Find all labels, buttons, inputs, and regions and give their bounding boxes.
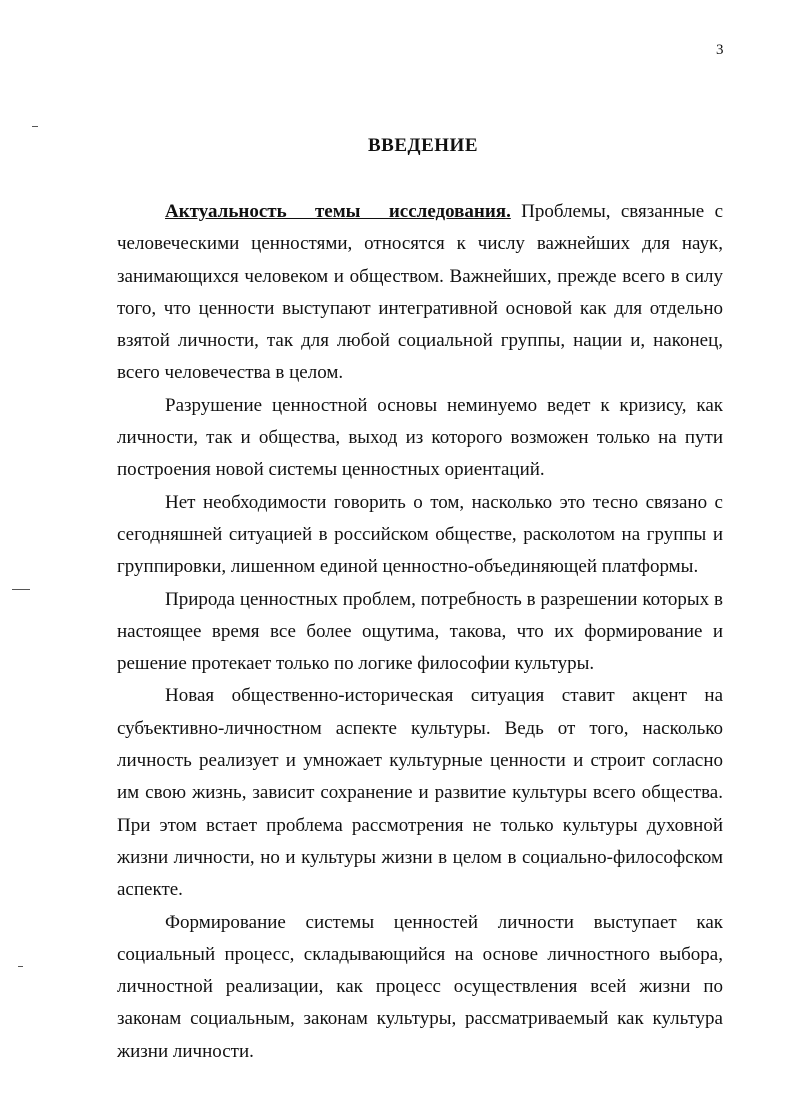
page-title: ВВЕДЕНИЕ — [368, 135, 478, 156]
paragraph: Формирование системы ценностей личности выступает как социальный процесс, складывающийся на основе личностного выбора, личностной реализации, как процесс осуществления всей жизни по законам социальным, законам культуры, рассматриваемый как культура жизни личности. — [117, 911, 723, 1062]
paragraph-text: Проблемы, связанные с человеческими ценностями, относятся к числу важнейших для наук, занимающихся человеком и обществом. Важнейших, прежде всего в силу того, что ценности выступают интегративной основой как для отдельно взятой личности, так для любой социальной группы, нации и, наконец, всего человечества в целом. — [117, 201, 723, 384]
paragraph: Разрушение ценностной основы неминуемо ведет к кризису, как личности, так и общества, выход из которого возможен только на пути построения новой системы ценностных ориентаций. — [117, 394, 723, 481]
section-lead: Актуальность темы исследования. — [165, 201, 511, 222]
scan-mark — [32, 126, 38, 127]
page-number: 3 — [716, 42, 724, 58]
paragraph — [117, 196, 723, 390]
scan-mark — [12, 589, 30, 590]
paragraph: Природа ценностных проблем, потребность в разрешении которых в настоящее время все более ощутима, такова, что их формирование и решение протекает только по логике философии культуры. — [117, 588, 723, 675]
body-text — [117, 196, 723, 1068]
paragraph: Новая общественно-историческая ситуация ставит акцент на субъективно-личностном аспекте культуры. Ведь от того, насколько личность реализует и умножает культурные ценности и строит согласно им свою жизнь, зависит сохранение и развитие культуры всего общества. При этом встает проблема рассмотрения не только культуры духовной жизни личности, но и культуры жизни в целом в социально-философском аспекте. — [117, 685, 723, 901]
scan-mark — [18, 966, 23, 967]
paragraph: Нет необходимости говорить о том, насколько это тесно связано с сегодняшней ситуацией в российском обществе, расколотом на группы и группировки, лишенном единой ценностно-объединяющей платформы. — [117, 491, 723, 578]
